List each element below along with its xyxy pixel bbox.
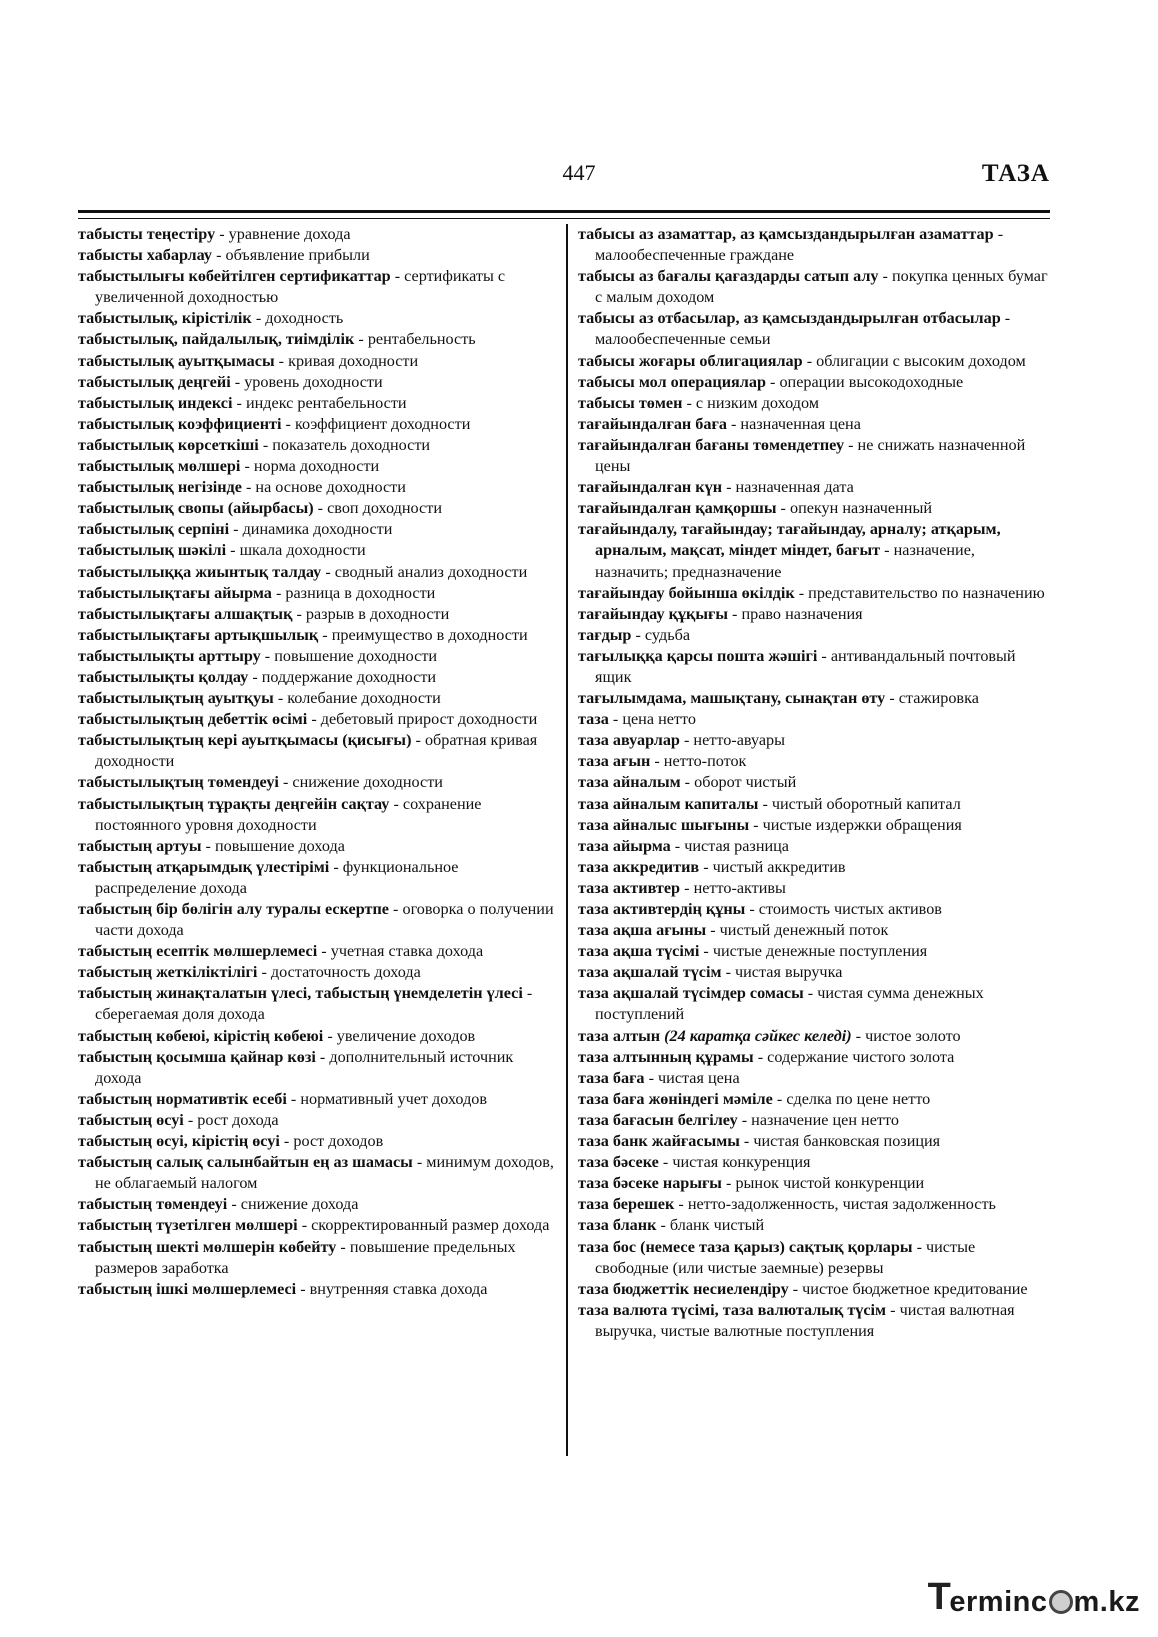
- entry-definition: чистые издержки обращения: [762, 815, 962, 834]
- entry-definition: чистая сумма денежных поступлений: [595, 984, 984, 1024]
- entry-definition: сертификаты с увеличенной доходностью: [95, 267, 506, 307]
- entry-definition: обратная кривая доходности: [95, 731, 538, 771]
- entry-term: табысы аз азаматтар, аз қамсыздандырылған азаматтар: [578, 225, 994, 243]
- dictionary-entry: табыстың нормативтік есебі - нормативный учет доходов: [78, 1089, 488, 1108]
- dictionary-entry: таза баға жөніндегі мәміле - сделка по цене нетто: [578, 1089, 931, 1108]
- entry-term: табысы төмен: [578, 393, 683, 412]
- entry-term: табыстың артуы: [78, 836, 202, 855]
- watermark-circle-icon: [1049, 1590, 1073, 1614]
- entry-definition: нормативный учет доходов: [300, 1089, 488, 1108]
- entry-term: табыстылықтағы артықшылық: [78, 625, 319, 644]
- dictionary-entry: таза айналым капиталы - чистый оборотный капитал: [578, 794, 961, 813]
- dictionary-entry: табысты теңестіру - уравнение дохода: [78, 225, 351, 243]
- dictionary-entry: табыстың атқарымдық үлестірімі - функциональное распределение дохода: [78, 857, 459, 897]
- dictionary-entry: табыстың салық салынбайтын ең аз шамасы - минимум доходов, не облагаемый налогом: [78, 1153, 554, 1193]
- dictionary-entry: табысты хабарлау - объявление прибыли: [78, 246, 370, 265]
- dictionary-entry: табыстың қосымша қайнар көзі - дополнительный источник дохода: [78, 1047, 514, 1087]
- watermark-logo: [927, 1576, 1140, 1619]
- watermark-text-1: ermin: [949, 1586, 1031, 1618]
- entry-term: табысы жоғары облигациялар: [578, 351, 803, 370]
- dictionary-entry: табыстылықтың дебеттік өсімі - дебетовый прирост доходности: [78, 710, 538, 729]
- entry-term: таза айналыс шығыны: [578, 815, 750, 834]
- entry-term: таза активтердің құны: [578, 900, 746, 918]
- dictionary-entry: табыстылық шәкілі - шкала доходности: [78, 541, 366, 560]
- entry-term: табыстың ішкі мөлшерлемесі: [78, 1279, 297, 1298]
- entry-term: табыстың төмендеуі: [78, 1195, 228, 1214]
- dictionary-entry: табыстылық свопы (айырбасы) - своп доходности: [78, 499, 442, 518]
- dictionary-entry: табыстың өсуі - рост дохода: [78, 1110, 279, 1129]
- dictionary-entry: табыстылықтың тұрақты деңгейін сақтау - сохранение постоянного уровня доходности: [78, 794, 482, 834]
- entry-definition: малообеспеченные семьи: [595, 330, 771, 349]
- dictionary-entry: таза банк жайғасымы - чистая банковская позиция: [578, 1132, 941, 1151]
- entry-term: таза бәсеке: [578, 1153, 659, 1172]
- dictionary-entry: табыстылық индексі - индекс рентабельности: [78, 393, 407, 412]
- dictionary-entry: табыстылықты қолдау - поддержание доходности: [78, 667, 437, 686]
- entry-term: таза айналым капиталы: [578, 794, 759, 813]
- entry-term: тағылыққа қарсы пошта жәшігі: [578, 646, 818, 665]
- entry-term: табыстылықтың тұрақты деңгейін сақтау: [78, 794, 390, 813]
- entry-term: табыстылық шәкілі: [78, 541, 227, 560]
- entry-term: таза ақшалай түсім: [578, 963, 722, 982]
- right-column: [578, 224, 1050, 1342]
- entry-term: таза бюджеттік несиелендіру: [578, 1279, 789, 1298]
- entry-term: таза баға жөніндегі мәміле: [578, 1089, 773, 1108]
- entry-term: табыстылыққа жиынтық талдау: [78, 562, 322, 581]
- dictionary-entry: таза алтын (24 каратқа сәйкес келеді) - чистое золото: [578, 1026, 961, 1045]
- dictionary-entry: таза бос (немесе таза қарыз) сақтық қорлары - чистые свободные (или чистые заемные) резервы: [578, 1237, 976, 1277]
- entry-definition: минимум доходов, не облагаемый налогом: [95, 1153, 554, 1193]
- entry-definition: представительство по назначению: [808, 583, 1045, 602]
- dictionary-entry: таза ақша ағыны - чистый денежный поток: [578, 921, 889, 940]
- entry-term: табыстылық деңгейі: [78, 372, 231, 391]
- entry-term: табыстылық серпіні: [78, 520, 230, 539]
- entry-definition: нетто-авуары: [693, 731, 785, 750]
- entry-definition: опекун назначенный: [789, 499, 932, 518]
- entry-definition: сохранение постоянного уровня доходности: [95, 794, 482, 834]
- entry-term: табыстылық свопы (айырбасы): [78, 499, 314, 518]
- entry-term: таза айырма: [578, 836, 671, 855]
- entry-term: табыстылықты арттыру: [78, 646, 261, 665]
- dictionary-entry: табыстылықтың кері ауытқымасы (қисығы) - обратная кривая доходности: [78, 731, 538, 771]
- dictionary-entry: табыстың түзетілген мөлшері - скорректированный размер дохода: [78, 1216, 550, 1235]
- entry-definition: рынок чистой конкуренции: [735, 1174, 925, 1193]
- entry-term: тағайындау құқығы: [578, 604, 728, 623]
- dictionary-entry: таза валюта түсімі, таза валюталық түсім - чистая валютная выручка, чистые валютные поступления: [578, 1300, 1015, 1340]
- dictionary-entry: табысы төмен - с низким доходом: [578, 393, 819, 412]
- entry-term: табыстың жинақталатын үлесі, табыстың үнемделетін үлесі: [78, 984, 523, 1003]
- dictionary-entry: табысы мол операциялар - операции высокодоходные: [578, 372, 964, 391]
- entry-term: тағдыр: [578, 625, 632, 644]
- dictionary-entry: табыстың ішкі мөлшерлемесі - внутренняя ставка дохода: [78, 1279, 488, 1298]
- entry-definition: чистая валютная выручка, чистые валютные поступления: [595, 1300, 1015, 1340]
- entry-definition: нетто-поток: [663, 752, 747, 771]
- entry-definition: оговорка о получении части дохода: [95, 900, 554, 940]
- entry-definition: чистый денежный поток: [719, 921, 889, 940]
- dictionary-entry: табыстың бір бөлігін алу туралы ескертпе - оговорка о получении части дохода: [78, 900, 554, 940]
- dictionary-entry: тағайындалған баға - назначенная цена: [578, 414, 861, 433]
- entry-term: таза аккредитив: [578, 857, 700, 876]
- dictionary-entry: табыстың жеткіліктілігі - достаточность дохода: [78, 963, 421, 982]
- entry-term: табыстың жеткіліктілігі: [78, 963, 258, 982]
- entry-term: таза берешек: [578, 1195, 675, 1214]
- entry-term: таза алтынның құрамы: [578, 1047, 754, 1066]
- dictionary-entry: таза айырма - чистая разница: [578, 836, 789, 855]
- entry-definition: чистое бюджетное кредитование: [802, 1279, 1028, 1298]
- entry-term: табыстылық, кірістілік: [78, 309, 252, 328]
- entry-definition: динамика доходности: [242, 520, 393, 539]
- entry-definition: назначенная дата: [735, 478, 854, 497]
- dictionary-entry: таза бәсеке - чистая конкуренция: [578, 1153, 811, 1172]
- entry-definition: на основе доходности: [255, 478, 406, 497]
- entry-definition: чистая банковская позиция: [753, 1132, 941, 1151]
- dictionary-entry: таза ақша түсімі - чистые денежные поступления: [578, 942, 928, 961]
- entry-definition: преимущество в доходности: [331, 625, 528, 644]
- entry-term: табыстың атқарымдық үлестірімі: [78, 857, 330, 876]
- entry-term: табысты теңестіру: [78, 225, 216, 243]
- entry-definition: учетная ставка дохода: [330, 942, 484, 961]
- entry-term: таза баға: [578, 1068, 645, 1087]
- entry-definition: чистый оборотный капитал: [771, 794, 961, 813]
- entry-term: таза банк жайғасымы: [578, 1132, 740, 1151]
- entry-definition: рост доходов: [293, 1132, 384, 1151]
- entry-definition: колебание доходности: [287, 689, 441, 708]
- dictionary-entry: тағайындау бойынша өкілдік - представительство по назначению: [578, 583, 1045, 602]
- entry-definition: снижение доходности: [292, 773, 443, 792]
- entry-definition: сделка по цене нетто: [786, 1089, 931, 1108]
- entry-definition: чистая цена: [658, 1068, 740, 1087]
- dictionary-entry: тағдыр - судьба: [578, 625, 691, 644]
- entry-definition: чистый аккредитив: [712, 857, 846, 876]
- entry-definition: индекс рентабельности: [245, 393, 407, 412]
- dictionary-entry: таза активтердің құны - стоимость чистых активов: [578, 900, 942, 918]
- entry-term: тағайындалған күн: [578, 478, 723, 497]
- dictionary-entry: тағылымдама, машықтану, сынақтан өту - стажировка: [578, 689, 979, 708]
- header-rule: [78, 210, 1050, 219]
- entry-term: таза авуарлар: [578, 731, 680, 750]
- entry-term: тағайындалу, тағайындау; тағайындау, арналу; атқарым, арналым, мақсат, міндет міндет, бағыт: [578, 520, 1001, 560]
- dictionary-entry: таза алтынның құрамы - содержание чистого золота: [578, 1047, 955, 1066]
- dictionary-entry: табыстылық көрсеткіші - показатель доходности: [78, 435, 431, 454]
- dictionary-entry: табыстылықтың ауытқуы - колебание доходности: [78, 689, 441, 708]
- entry-definition: оборот чистый: [694, 773, 797, 792]
- entry-definition: чистая выручка: [735, 963, 843, 982]
- entry-definition: чистая конкуренция: [672, 1153, 811, 1172]
- dictionary-entry: таза - цена нетто: [578, 710, 696, 729]
- dictionary-entry: табыстың көбеюі, кірістің көбеюі - увеличение доходов: [78, 1026, 476, 1045]
- entry-definition: назначение цен нетто: [751, 1110, 899, 1129]
- dictionary-entry: табыстылыққа жиынтық талдау - сводный анализ доходности: [78, 562, 528, 581]
- dictionary-entry: табыстылықты арттыру - повышение доходности: [78, 646, 438, 665]
- entry-term: табыстың есептік мөлшерлемесі: [78, 942, 318, 961]
- dictionary-entry: тағылыққа қарсы пошта жәшігі - антивандальный почтовый ящик: [578, 646, 1016, 686]
- dictionary-entry: табысы аз отбасылар, аз қамсыздандырылған отбасылар - малообеспеченные семьи: [578, 309, 1011, 349]
- entry-definition: коэффициент доходности: [294, 414, 471, 433]
- dictionary-entry: табыстың шекті мөлшерін көбейту - повышение предельных размеров заработка: [78, 1237, 516, 1277]
- dictionary-entry: таза аккредитив - чистый аккредитив: [578, 857, 846, 876]
- dictionary-entry: таза баға - чистая цена: [578, 1068, 740, 1087]
- watermark-first-letter: T: [927, 1576, 952, 1618]
- dictionary-entry: табыстылығы көбейтілген сертификаттар - сертификаты с увеличенной доходностью: [78, 267, 506, 307]
- dictionary-entry: табыстылықтағы артықшылық - преимущество в доходности: [78, 625, 528, 644]
- entry-definition: функциональное распределение дохода: [95, 857, 459, 897]
- entry-term: табыстылықтың дебеттік өсімі: [78, 710, 308, 729]
- entry-term: таза алтын: [578, 1026, 661, 1045]
- entry-term: табыстың бір бөлігін алу туралы ескертпе: [78, 900, 389, 918]
- entry-term: табыстылық мөлшері: [78, 457, 241, 476]
- entry-definition: повышение доходности: [274, 646, 438, 665]
- dictionary-entry: таза авуарлар - нетто-авуары: [578, 731, 785, 750]
- entry-term: таза ағын: [578, 752, 651, 771]
- entry-definition: дополнительный источник дохода: [95, 1047, 514, 1087]
- dictionary-entry: табысы аз бағалы қағаздарды сатып алу - покупка ценных бумаг с малым доходом: [578, 267, 1048, 307]
- entry-definition: облигации с высоким доходом: [816, 351, 1026, 370]
- dictionary-entry: табыстылықтың төмендеуі - снижение доходности: [78, 773, 443, 792]
- entry-definition: рентабельность: [367, 330, 476, 349]
- entry-term: табысы аз отбасылар, аз қамсыздандырылған отбасылар: [578, 309, 1001, 328]
- entry-definition: своп доходности: [327, 499, 442, 518]
- entry-definition: поддержание доходности: [261, 667, 437, 686]
- entry-term: табыстың қосымша қайнар көзі: [78, 1047, 316, 1066]
- entry-definition: право назначения: [741, 604, 863, 623]
- entry-term: тағайындалған қамқоршы: [578, 499, 777, 518]
- entry-definition: стоимость чистых активов: [758, 900, 942, 918]
- entry-definition: чистая разница: [684, 836, 789, 855]
- dictionary-entry: тағайындау құқығы - право назначения: [578, 604, 863, 623]
- entry-term: табыстылық көрсеткіші: [78, 435, 259, 454]
- entry-definition: скорректированный размер дохода: [311, 1216, 550, 1235]
- entry-term: таза валюта түсімі, таза валюталық түсім: [578, 1300, 887, 1319]
- entry-definition: объявление прибыли: [225, 246, 370, 265]
- entry-term: таза бағасын белгілеу: [578, 1110, 738, 1129]
- entry-definition: разрыв в доходности: [305, 604, 450, 623]
- entry-term: табысы мол операциялар: [578, 372, 766, 391]
- entry-term: табысы аз бағалы қағаздарды сатып алу: [578, 267, 879, 286]
- entry-term: табыстылық коэффициенті: [78, 414, 282, 433]
- dictionary-entry: таза ақшалай түсім - чистая выручка: [578, 963, 843, 982]
- dictionary-entry: табыстылық, кірістілік - доходность: [78, 309, 344, 328]
- dictionary-entry: табыстың артуы - повышение дохода: [78, 836, 345, 855]
- entry-definition: антивандальный почтовый ящик: [595, 646, 1016, 686]
- page-number: 447: [562, 160, 596, 185]
- entry-term: таза бос (немесе таза қарыз) сақтық қорлары: [578, 1237, 913, 1256]
- entry-definition: бланк чистый: [669, 1216, 765, 1235]
- entry-definition: дебетовый прирост доходности: [320, 710, 538, 729]
- dictionary-entry: таза ағын - нетто-поток: [578, 752, 747, 771]
- entry-definition: нетто-задолженность, чистая задолженность: [687, 1195, 996, 1214]
- entry-definition: уровень доходности: [244, 372, 383, 391]
- entry-definition: уравнение дохода: [228, 225, 351, 243]
- entry-definition: цена нетто: [622, 710, 696, 729]
- dictionary-entry: табыстың өсуі, кірістің өсуі - рост доходов: [78, 1132, 384, 1151]
- dictionary-entry: табыстылық коэффициенті - коэффициент доходности: [78, 414, 471, 433]
- entry-term: таза бланк: [578, 1216, 657, 1235]
- entry-definition: увеличение доходов: [336, 1026, 476, 1045]
- entry-definition: с низким доходом: [695, 393, 819, 412]
- entry-term: таза бәсеке нарығы: [578, 1174, 722, 1193]
- entry-term: таза ақшалай түсімдер сомасы: [578, 984, 804, 1003]
- dictionary-entry: табыстылықтағы алшақтық - разрыв в доходности: [78, 604, 450, 623]
- entry-term: таза айналым: [578, 773, 681, 792]
- entry-definition: показатель доходности: [272, 435, 431, 454]
- entry-term: таза ақша ағыны: [578, 921, 707, 940]
- entry-term: табыстылық ауытқымасы: [78, 351, 275, 370]
- entry-definition: шкала доходности: [239, 541, 366, 560]
- dictionary-entry: табыстылық мөлшері - норма доходности: [78, 457, 380, 476]
- entry-definition: не снижать назначенной цены: [595, 435, 1026, 476]
- entry-term: таза ақша түсімі: [578, 942, 700, 961]
- entry-definition: назначение, назначить; предназначение: [595, 541, 975, 581]
- entry-definition: нетто-активы: [693, 878, 786, 897]
- entry-term: тағылымдама, машықтану, сынақтан өту: [578, 689, 886, 708]
- entry-definition: норма доходности: [253, 457, 380, 476]
- entry-term: табыстың өсуі: [78, 1110, 184, 1129]
- entry-term: табыстың өсуі, кірістің өсуі: [78, 1132, 280, 1151]
- dictionary-entry: таза активтер - нетто-активы: [578, 878, 786, 897]
- dictionary-entry: табыстың төмендеуі - снижение дохода: [78, 1195, 359, 1214]
- dictionary-entry: тағайындалған күн - назначенная дата: [578, 478, 854, 497]
- dictionary-entry: табыстың есептік мөлшерлемесі - учетная ставка дохода: [78, 942, 484, 961]
- entry-term: таза: [578, 710, 609, 729]
- entry-definition: чистое золото: [865, 1026, 961, 1045]
- dictionary-entry: таза айналыс шығыны - чистые издержки обращения: [578, 815, 962, 834]
- entry-term: табыстың салық салынбайтын ең аз шамасы: [78, 1153, 413, 1172]
- entry-definition: кривая доходности: [288, 351, 419, 370]
- entry-term: табыстылықтың ауытқуы: [78, 689, 274, 708]
- entry-definition: сберегаемая доля дохода: [95, 1005, 265, 1024]
- entry-definition: назначенная цена: [740, 414, 861, 433]
- dictionary-entry: тағайындалған бағаны төмендетпеу - не снижать назначенной цены: [578, 435, 1026, 476]
- entry-term: табыстың түзетілген мөлшері: [78, 1216, 298, 1235]
- entry-term: табыстылықтың кері ауытқымасы (қисығы): [78, 731, 412, 750]
- entry-definition: чистые свободные (или чистые заемные) резервы: [595, 1237, 976, 1277]
- entry-definition: операции высокодоходные: [779, 372, 964, 391]
- dictionary-entry: табыстылық серпіні - динамика доходности: [78, 520, 393, 539]
- entry-term: табыстылықтағы айырма: [78, 583, 272, 602]
- dictionary-entry: таза бағасын белгілеу - назначение цен нетто: [578, 1110, 899, 1129]
- entry-term: табыстылық, пайдалылық, тиімділік: [78, 330, 355, 349]
- left-column: [78, 224, 556, 1300]
- dictionary-entry: таза айналым - оборот чистый: [578, 773, 797, 792]
- dictionary-entry: табысы жоғары облигациялар - облигации с высоким доходом: [578, 351, 1026, 370]
- column-divider: [566, 224, 568, 1456]
- entry-term: табыстылық негізінде: [78, 478, 242, 497]
- dictionary-entry: таза бюджеттік несиелендіру - чистое бюджетное кредитование: [578, 1279, 1028, 1298]
- dictionary-entry: таза бәсеке нарығы - рынок чистой конкуренции: [578, 1174, 925, 1193]
- entry-definition: судьба: [644, 625, 691, 644]
- entry-definition: содержание чистого золота: [767, 1047, 955, 1066]
- entry-definition: внутренняя ставка дохода: [309, 1279, 488, 1298]
- entry-term: тағайындалған бағаны төмендетпеу: [578, 435, 845, 454]
- entry-term: табыстың шекті мөлшерін көбейту: [78, 1237, 337, 1256]
- entry-term: табыстылық индексі: [78, 393, 233, 412]
- page-header-word: ТАЗА: [981, 160, 1050, 187]
- dictionary-entry: таза бланк - бланк чистый: [578, 1216, 765, 1235]
- entry-term: табыстың нормативтік есебі: [78, 1089, 287, 1108]
- entry-definition: малообеспеченные граждане: [595, 246, 795, 265]
- entry-definition: покупка ценных бумаг с малым доходом: [595, 267, 1048, 307]
- entry-term: табыстылықтағы алшақтық: [78, 604, 293, 623]
- dictionary-entry: табыстың жинақталатын үлесі, табыстың үнемделетін үлесі - сберегаемая доля дохода: [78, 984, 533, 1024]
- entry-definition: чистые денежные поступления: [712, 942, 928, 961]
- entry-term: табыстылықты қолдау: [78, 667, 249, 686]
- entry-definition: повышение дохода: [214, 836, 345, 855]
- dictionary-entry: табыстылық ауытқымасы - кривая доходности: [78, 351, 419, 370]
- dictionary-entry: табыстылық негізінде - на основе доходности: [78, 478, 406, 497]
- entry-term: тағайындау бойынша өкілдік: [578, 583, 795, 602]
- entry-term: табыстың көбеюі, кірістің көбеюі: [78, 1026, 324, 1045]
- watermark-text-3: m.kz: [1073, 1586, 1140, 1618]
- entry-definition: снижение дохода: [240, 1195, 359, 1214]
- dictionary-entry: таза берешек - нетто-задолженность, чистая задолженность: [578, 1195, 996, 1214]
- dictionary-entry: тағайындалу, тағайындау; тағайындау, арналу; атқарым, арналым, мақсат, міндет міндет, бағыт - назначение, назначить; предназначение: [578, 520, 1001, 581]
- dictionary-entry: тағайындалған қамқоршы - опекун назначенный: [578, 499, 932, 518]
- entry-definition: рост дохода: [197, 1110, 279, 1129]
- entry-definition: повышение предельных размеров заработка: [95, 1237, 516, 1277]
- entry-definition: стажировка: [898, 689, 979, 708]
- entry-term: тағайындалған баға: [578, 414, 727, 433]
- entry-term: табыстылығы көбейтілген сертификаттар: [78, 267, 391, 286]
- dictionary-entry: табыстылық, пайдалылық, тиімділік - рентабельность: [78, 330, 476, 349]
- entry-definition: разница в доходности: [285, 583, 436, 602]
- watermark-text-2: c: [1030, 1586, 1048, 1618]
- entry-definition: доходность: [265, 309, 344, 328]
- entry-definition: сводный анализ доходности: [334, 562, 528, 581]
- dictionary-entry: таза ақшалай түсімдер сомасы - чистая сумма денежных поступлений: [578, 984, 984, 1024]
- dictionary-entry: табысы аз азаматтар, аз қамсыздандырылған азаматтар - малообеспеченные граждане: [578, 225, 1004, 265]
- entry-definition: достаточность дохода: [270, 963, 421, 982]
- entry-term: табысты хабарлау: [78, 246, 213, 265]
- dictionary-entry: табыстылық деңгейі - уровень доходности: [78, 372, 383, 391]
- dictionary-entry: табыстылықтағы айырма - разница в доходности: [78, 583, 436, 602]
- entry-term: табыстылықтың төмендеуі: [78, 773, 279, 792]
- entry-note: (24 каратқа сәйкес келеді): [664, 1026, 852, 1045]
- entry-term: таза активтер: [578, 878, 681, 897]
